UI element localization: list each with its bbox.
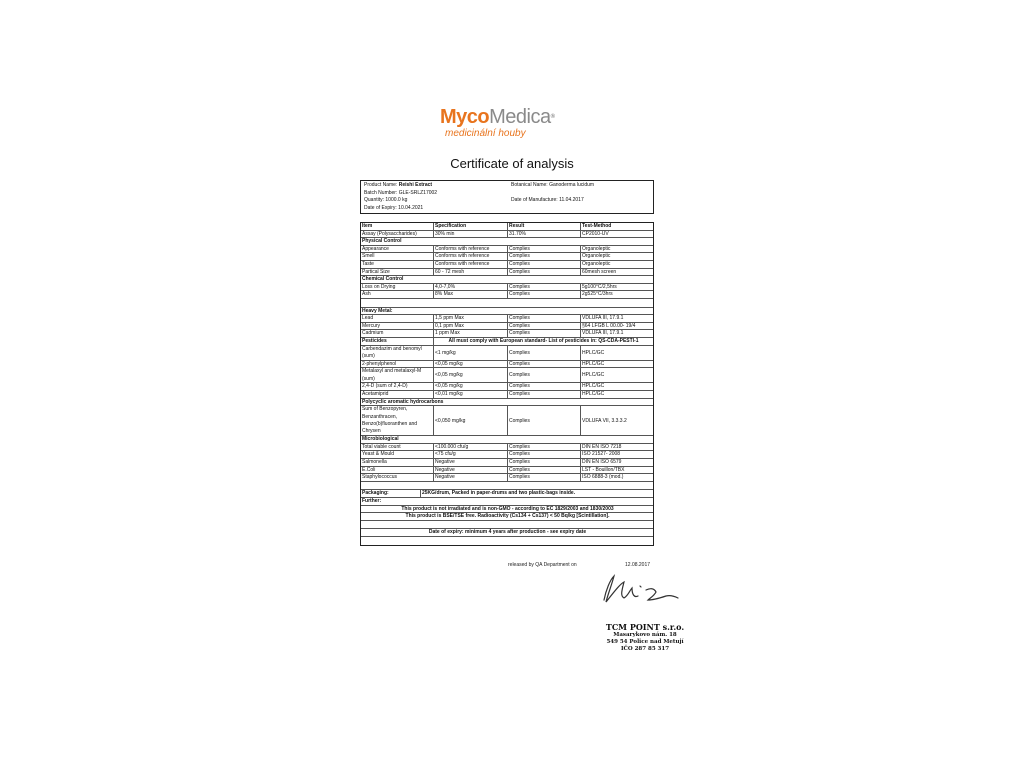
company-logo bbox=[440, 106, 580, 146]
cell: 60 - 72 mesh bbox=[434, 269, 508, 276]
section-chemical bbox=[361, 276, 653, 284]
cell: 2-phenylphenol bbox=[361, 361, 434, 368]
cell: 1,5 ppm Max bbox=[434, 315, 508, 322]
cell: Mercury bbox=[361, 323, 434, 330]
packaging-row bbox=[361, 490, 653, 498]
table-row bbox=[361, 459, 653, 467]
table-row bbox=[361, 291, 653, 299]
further-row bbox=[361, 498, 653, 506]
logo-brand-b: Medica bbox=[489, 106, 551, 128]
cell: <0,05 mg/kg bbox=[434, 368, 508, 382]
cell: DIN EN ISO 6579 bbox=[582, 459, 622, 466]
product-value: Reishi Extract bbox=[398, 182, 433, 188]
table-row bbox=[361, 368, 653, 383]
col-method: Test-Method bbox=[582, 223, 612, 229]
cell: Complies bbox=[508, 253, 581, 260]
cell: Complies bbox=[508, 383, 581, 390]
cell: Complies bbox=[508, 246, 581, 253]
cell: VDLUFA VII, 3.3.3.2 bbox=[582, 418, 627, 425]
table-spacer bbox=[361, 482, 653, 491]
cell: <0,05 mg/kg bbox=[434, 361, 508, 368]
cell: ISO 6888-3 (mod.) bbox=[582, 474, 624, 481]
table-row bbox=[361, 474, 653, 482]
pesticides-note: All must comply with European standard- List of pesticides in: QS-CDA-PESTI-1 bbox=[448, 337, 639, 344]
cell: 2g525°C/3hrs bbox=[582, 291, 613, 298]
cell: Organoleptic bbox=[582, 245, 611, 252]
cell: Complies bbox=[508, 284, 581, 291]
stamp-name: TCM POINT s.r.o. bbox=[605, 622, 685, 632]
cell: 0,1 ppm Max bbox=[434, 323, 508, 330]
released-date: 12.08.2017 bbox=[625, 562, 651, 568]
cell: Complies bbox=[508, 444, 581, 451]
section-title: Polycyclic aromatic hydrocarbons bbox=[362, 398, 444, 405]
cell: Negative bbox=[434, 459, 508, 466]
logo-brand-a: Myco bbox=[440, 106, 490, 128]
cell: Conforms with reference bbox=[434, 261, 508, 268]
product-label: Product Name: bbox=[364, 182, 398, 188]
logo-tagline: medicinální houby bbox=[445, 128, 526, 139]
cell: Assay (Polysaccharides) bbox=[361, 231, 434, 238]
table-row bbox=[361, 391, 653, 399]
table-spacer bbox=[361, 521, 653, 530]
table-row bbox=[361, 444, 653, 452]
quantity: Quantity: 1000.0 kg bbox=[364, 197, 408, 204]
table-row bbox=[361, 253, 653, 261]
cell: Lead bbox=[361, 315, 434, 322]
col-result: Result bbox=[508, 223, 581, 230]
col-item: Item bbox=[361, 223, 434, 230]
cell: Negative bbox=[434, 467, 508, 474]
cell: §64 LFGB L 00.00- 19/4 bbox=[582, 322, 636, 329]
cell: Complies bbox=[508, 291, 581, 298]
cell: Negative bbox=[434, 474, 508, 481]
further-label: Further: bbox=[362, 498, 382, 504]
cell: 8% Max bbox=[434, 291, 508, 298]
product-header-box bbox=[360, 180, 654, 214]
cell: E.Coli bbox=[361, 467, 434, 474]
cell: <0,01 mg/kg bbox=[434, 391, 508, 398]
released-text: released by QA Department on bbox=[508, 562, 577, 568]
bse-note: This product is BSE/TSE free. Radioactivity (Cs134 + Cs137) < 50 Bq/kg [Scintillation]. bbox=[405, 513, 610, 520]
stamp-address-1: Masarykovo nám. 18 bbox=[613, 632, 677, 638]
cell: Conforms with reference bbox=[434, 253, 508, 260]
expiry-note: Date of expiry: minimum 4 years after production - see expiry date bbox=[428, 529, 587, 536]
packaging-label: Packaging: bbox=[361, 490, 421, 497]
cell: Partical Size bbox=[361, 269, 434, 276]
cell: Taste bbox=[361, 261, 434, 268]
cell: Total viable count bbox=[361, 444, 434, 451]
cell: Appearance bbox=[361, 246, 434, 253]
cell: Loss on Drying bbox=[361, 284, 434, 291]
table-row bbox=[361, 261, 653, 269]
cell: 4,0-7,0% bbox=[434, 284, 508, 291]
cell: Complies bbox=[508, 474, 581, 481]
cell: Complies bbox=[508, 467, 581, 474]
table-row bbox=[361, 467, 653, 475]
cell: 5g100°C/2,5hrs bbox=[582, 283, 617, 290]
cell: Complies bbox=[508, 361, 581, 368]
section-heavy-metal bbox=[361, 308, 653, 316]
table-row bbox=[361, 323, 653, 331]
cell: Sum of Benzopyren, Benzanthracen, Benzo(b)fluoranthen and Chrysen bbox=[361, 406, 434, 435]
cell: <0,05 mg/kg bbox=[434, 383, 508, 390]
cell: 31.70% bbox=[508, 231, 581, 238]
cell: ISO 21527- 2008 bbox=[582, 451, 621, 458]
cell: Conforms with reference bbox=[434, 246, 508, 253]
cell: <100.000 cfu/g bbox=[434, 444, 508, 451]
cell: VDLUFA III, 17.9.1 bbox=[582, 315, 624, 322]
table-row bbox=[361, 269, 653, 277]
batch-number: Batch Number: GLE-SRLZ17002 bbox=[364, 189, 438, 196]
cell: Complies bbox=[508, 269, 581, 276]
cell: 2,4-D (sum of 2,4-D) bbox=[361, 383, 434, 390]
handwritten-signature bbox=[594, 570, 684, 610]
manufacture-date: Date of Manufacture: 11.04.2017 bbox=[511, 197, 584, 204]
cell: Complies bbox=[508, 459, 581, 466]
table-spacer bbox=[361, 299, 653, 308]
table-row bbox=[361, 383, 653, 391]
table-row bbox=[361, 315, 653, 323]
cell: Complies bbox=[508, 406, 581, 435]
note-row bbox=[361, 513, 653, 521]
cell: HPLC/GC bbox=[582, 349, 605, 356]
table-row bbox=[361, 361, 653, 369]
company-stamp bbox=[600, 622, 690, 653]
cell: Organoleptic bbox=[582, 253, 611, 260]
table-header-row bbox=[361, 223, 653, 231]
cell: Complies bbox=[508, 451, 581, 458]
cell: Complies bbox=[508, 323, 581, 330]
table-row bbox=[361, 330, 653, 338]
section-pesticides bbox=[361, 338, 653, 346]
cell: Complies bbox=[508, 330, 581, 337]
cell: Complies bbox=[508, 315, 581, 322]
note-row bbox=[361, 506, 653, 514]
stamp-address-2: 549 54 Police nad Metují bbox=[606, 639, 684, 645]
section-title: Physical Control bbox=[362, 238, 402, 245]
section-title: Chemical Control bbox=[362, 276, 404, 283]
packaging-value: 25KG/drum, Packed in paper-drums and two plastic-bags inside. bbox=[422, 490, 576, 497]
cell: Organoleptic bbox=[582, 260, 611, 267]
cell: Cadmium bbox=[361, 330, 434, 337]
cell: Ash bbox=[361, 291, 434, 298]
table-spacer bbox=[361, 537, 653, 545]
section-micro bbox=[361, 436, 653, 444]
expiry-date: Date of Expiry: 10.04.2021 bbox=[364, 204, 424, 211]
cell: Yeast & Mould bbox=[361, 451, 434, 458]
table-row bbox=[361, 246, 653, 254]
cell: Complies bbox=[508, 368, 581, 382]
section-title: Heavy Metal: bbox=[362, 307, 393, 314]
cell: <0,050 mg/kg bbox=[434, 406, 508, 435]
cell: HPLC/GC bbox=[582, 383, 605, 390]
cell: Metalaxyl and metalaxyl-M (sum) bbox=[361, 368, 434, 382]
table-row bbox=[361, 406, 653, 436]
section-pah bbox=[361, 399, 653, 407]
cell: HPLC/GC bbox=[582, 391, 605, 398]
cell: Complies bbox=[508, 261, 581, 268]
cell: <1 mg/kg bbox=[434, 346, 508, 360]
cell: Complies bbox=[508, 346, 581, 360]
cell: 30% min bbox=[434, 231, 508, 238]
cell: LST - Bouillon/TBX bbox=[582, 466, 625, 473]
cell: Staphylococcus bbox=[361, 474, 434, 481]
cell: Complies bbox=[508, 391, 581, 398]
cell: Smell bbox=[361, 253, 434, 260]
cell: HPLC/GC bbox=[582, 360, 605, 367]
section-title: Microbiological bbox=[362, 436, 399, 443]
stamp-ico: IČO 287 85 317 bbox=[620, 646, 670, 652]
cell: CP2010-UV bbox=[582, 230, 609, 237]
cell: 1 ppm Max bbox=[434, 330, 508, 337]
table-row bbox=[361, 451, 653, 459]
table-row bbox=[361, 346, 653, 361]
cell: VDLUFA III, 17.9.1 bbox=[582, 330, 624, 337]
table-row bbox=[361, 284, 653, 292]
note-row bbox=[361, 529, 653, 537]
document-title: Certificate of analysis bbox=[450, 156, 574, 171]
cell: 60mesh screen bbox=[582, 268, 617, 275]
cell: Salmonella bbox=[361, 459, 434, 466]
section-title: Pesticides bbox=[361, 338, 434, 345]
botanical-name: Botanical Name: Ganoderma lucidum bbox=[511, 182, 595, 188]
irradiation-note: This product is not irradiated and is non-GMO - according to EC 1829/2003 and 1830/2003 bbox=[401, 505, 614, 512]
cell: <75 cfu/g bbox=[434, 451, 508, 458]
logo-registered: ® bbox=[550, 114, 555, 120]
col-spec: Specification bbox=[434, 223, 508, 230]
analysis-table bbox=[360, 222, 654, 546]
cell: Carbendazim and benomyl (sum) bbox=[361, 346, 434, 360]
cell: HPLC/GC bbox=[582, 372, 605, 379]
table-row bbox=[361, 231, 653, 239]
section-physical bbox=[361, 238, 653, 246]
cell: DIN EN ISO 7218 bbox=[582, 443, 622, 450]
cell: Acetamiprid bbox=[361, 391, 434, 398]
